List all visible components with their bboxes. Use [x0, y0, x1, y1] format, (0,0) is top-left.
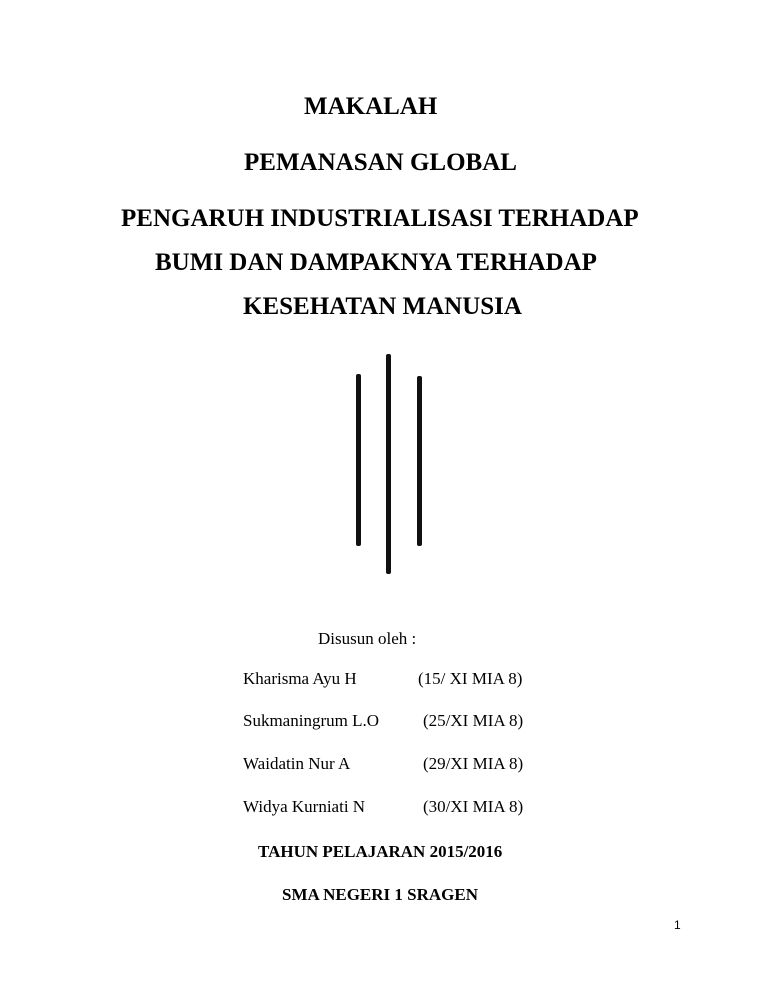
author-info: (25/XI MIA 8) — [423, 711, 524, 730]
author-name: Widya Kurniati N — [243, 797, 366, 816]
school-name: SMA NEGERI 1 SRAGEN — [282, 885, 479, 904]
author-info: (15/ XI MIA 8) — [418, 669, 523, 688]
author-name: Waidatin Nur A — [243, 754, 351, 773]
title-topic: PEMANASAN GLOBAL — [244, 149, 517, 176]
authors-heading: Disusun oleh : — [318, 629, 417, 648]
author-name: Sukmaningrum L.O — [243, 711, 379, 730]
decorative-bar-center — [386, 354, 391, 574]
academic-year: TAHUN PELAJARAN 2015/2016 — [258, 842, 503, 861]
title-line-4: BUMI DAN DAMPAKNYA TERHADAP — [155, 249, 597, 276]
author-info: (30/XI MIA 8) — [423, 797, 524, 816]
title-line-3: PENGARUH INDUSTRIALISASI TERHADAP — [121, 205, 639, 232]
title-makalah: MAKALAH — [304, 93, 438, 120]
author-info: (29/XI MIA 8) — [423, 754, 524, 773]
decorative-bar-left — [356, 374, 361, 546]
decorative-bar-right — [417, 376, 422, 546]
author-name: Kharisma Ayu H — [243, 669, 357, 688]
page-number: 1 — [674, 918, 681, 932]
title-line-5: KESEHATAN MANUSIA — [243, 293, 522, 320]
